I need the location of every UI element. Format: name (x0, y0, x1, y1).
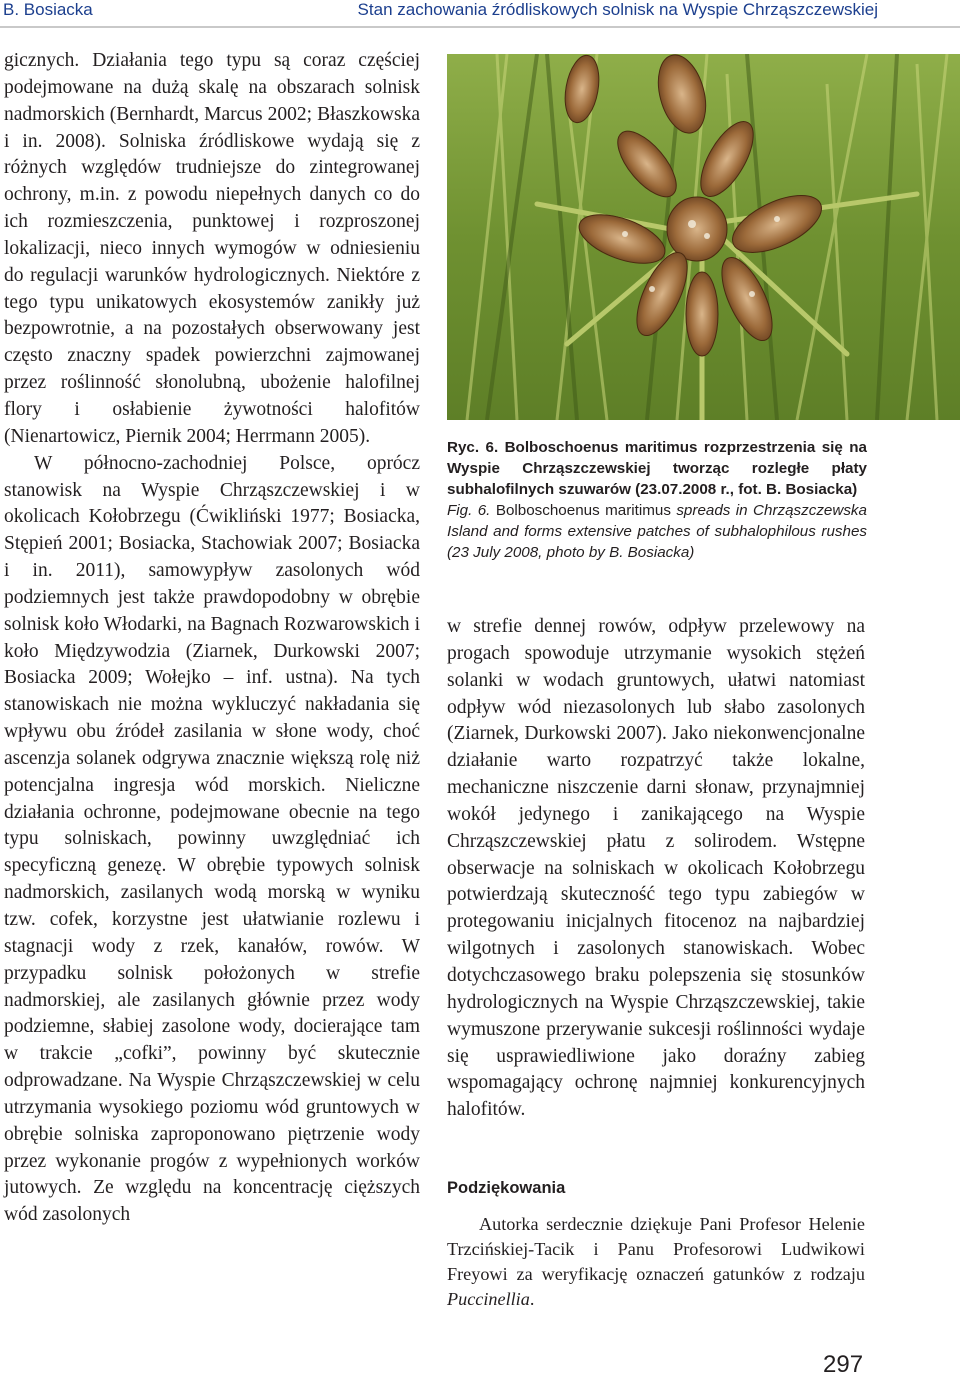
page-number: 297 (823, 1351, 864, 1378)
caption-english-species: Bolboschoenus maritimus (495, 502, 671, 519)
caption-english-text: spreads in Chrząszczewska Island and forms extensive patches of subhalophilous rushes (23 July 2008, photo by B. Bosiacka) (447, 502, 867, 561)
acknowledgements-text (447, 1212, 865, 1312)
acknowledgements-heading: Podziękowania (447, 1179, 566, 1197)
left-paragraph-2: W północno-zachodniej Polsce, oprócz stanowisk na Wyspie Chrząszczewskiej i w okolicach Kołobrzegu (Ćwikliński 1977; Bosiacka, Stępień 2001; Bosiacka, Stachowiak 2007; Bosiacka i in. 2011), samowypływ zasolonych wód podziemnych jest także prawdopodobny w obrębie solnisk koło Włodarki, na Bagnach Rozwarowskich i koło Międzywodzia (Ziarnek, Durkowski 2007; Bosiacka 2009; Wołejko – inf. ustna). Na tych stanowiskach nie można wykluczyć nakładania się wpływu obu źródeł zasilania w słone wody, choć ascenzja solanek odgrywa znacznie większą rolę niż potencjalna ingresja wód morskich. Nieliczne działania ochronne, podejmowane obecnie na tego typu solniskach, powinny uwzględniać ich specyficzną genezę. W obrębie typowych solnisk nadmorskich, zasilanych wodą morską w wyniku tzw. cofek, korzystne jest ułatwianie rozlewu i stagnacji wody z rzek, kanałów, rowów. W przypadku solnisk położonych w strefie nadmorskiej, ale zasilanych głównie przez wody podziemne, słabiej zasolone wody, docierające tam w trakcie „cofki”, powinny być skutecznie odprowadzane. Na Wyspie Chrząszczewskiej w celu utrzymania wysokiego poziomu wód gruntowych w obrębie solniska zaproponowano piętrzenie wody przez wykonanie progów z wypełnionych worków jutowych. Ze względu na koncentrację cięższych wód zasolonych (4, 452, 420, 1226)
right-paragraph-1: w strefie dennej rowów, odpływ przelewowy na progach spowoduje utrzymanie wysokich stężeń solanki w wodach gruntowych, ułatwi natomiast odpływ wód niezasolonych lub słabo zasolonych (Ziarnek, Durkowski 2007). Jako niekonwencjonalne działanie warto rozpatrzyć także lokalne, mechaniczne niszczenie darni słonaw, przynajmniej wokół jedynego i zanikającego na Wyspie Chrząszczewskiej płatu z solirodem. Wstępne obserwacje na solniskach w okolicach Kołobrzegu potwierdzają skuteczność tego typu zabiegów w protegowaniu inicjalnych fitocenoz na najbardziej wilgotnych i zasolonych stanowiskach. Wobec dotychczasowego braku polepszenia się stosunków hydrologicznych na Wyspie Chrząszczewskiej, takie wymuszone przerywanie sukcesji roślinności wydaje się usprawiedliwione jako doraźny zabieg wspomagający ochronę najmniej konkurencyjnych halofitów. (447, 616, 865, 1121)
running-header (0, 0, 960, 34)
caption-english (447, 500, 867, 563)
acknowledgements-text-main: Autorka serdecznie dziękuje Pani Profesor Helenie Trzcińskiej-Tacik i Panu Profesorowi Ludwikowi Freyowi za weryfikację oznaczeń gatunków z rodzaju (447, 1214, 865, 1284)
caption-english-label: Fig. 6. (447, 502, 496, 519)
sedge-photo-illustration (447, 54, 960, 420)
left-column (4, 48, 420, 1229)
figure-photo (447, 54, 960, 420)
acknowledgements-genus: Puccinellia (447, 1289, 530, 1309)
caption-polish: Ryc. 6. Bolboschoenus maritimus rozprzestrzenia się na Wyspie Chrząszczewskiej tworząc rozległe płaty subhalofilnych szuwarów (23.07.2008 r., fot. B. Bosiacka) (447, 439, 867, 498)
header-author: B. Bosiacka (3, 0, 93, 19)
left-paragraph-1: gicznych. Działania tego typu są coraz częściej podejmowane na dużą skalę na obszarach solnisk nadmorskich (Bernhardt, Marcus 2002; Błaszkowska i in. 2008). Solniska źródliskowe wydają się z różnych względów trudniejsze do zintegrowanej ochrony, m.in. z powodu niepełnych danych co do ich rozmieszczenia, punktowej i rozproszonej lokalizacji, nieco innych wymogów w odniesieniu do regulacji warunków hydrologicznych. Niektóre z tego typu unikatowych ekosystemów zanikły już bezpowrotnie, a na pozostałych obserwowany jest często znaczny spadek powierzchni zajmowanej przez roślinność słonolubną, ubożenie halofilnej flory i osłabienie żywotności halofitów (Nienartowicz, Piernik 2004; Herrmann 2005). (4, 50, 420, 447)
header-rule (0, 26, 960, 28)
acknowledgements-text-end: . (529, 1289, 535, 1309)
figure-caption (447, 437, 867, 563)
right-column (447, 614, 865, 1124)
header-title: Stan zachowania źródliskowych solnisk na Wyspie Chrząszczewskiej (357, 0, 878, 19)
